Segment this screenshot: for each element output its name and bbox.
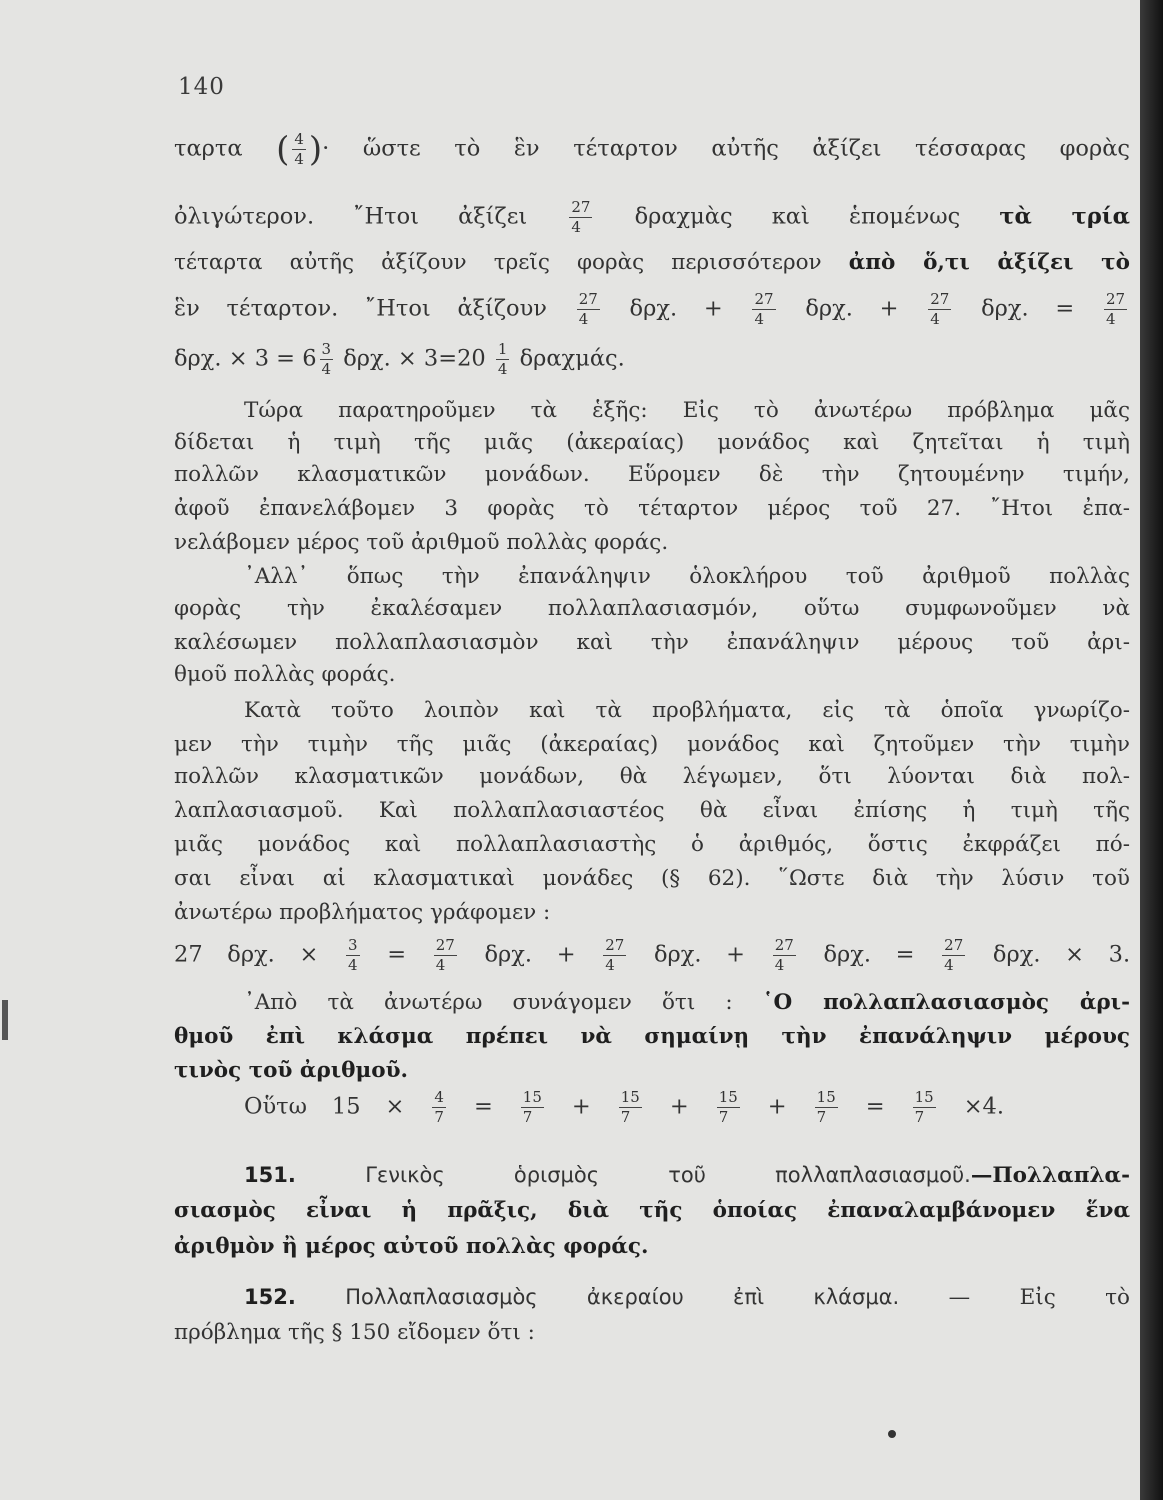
text-line: πολλῶν κλασματικῶν μονάδων. Εὕρομεν δὲ τὴν ζητουμένην τιμήν, <box>174 462 1130 487</box>
text-line: δρχ. × 3 = 6 $\frac{3}{4}$ δρχ. × 3=20 $\frac{1}{4}$ δραχμάς. <box>174 340 625 378</box>
text-line: ἓν τέταρτον. ῎Ητοι ἀξίζουν $\frac{27}{4}$ δρχ. + $\frac{27}{4}$ δρχ. + $\frac{27}{4}$ δρχ. = $\frac{27}{4}$ <box>174 290 1126 328</box>
text-line: καλέσωμεν πολλαπλασιασμὸν καὶ τὴν ἐπανάληψιν μέρους τοῦ ἀρι- <box>174 630 1130 655</box>
fraction: $\frac{15}{7}$ <box>522 1088 542 1126</box>
fraction: $\frac{27}{4}$ <box>754 290 774 328</box>
text-line: πρόβλημα τῆς § 150 εἴδομεν ὅτι : <box>174 1320 535 1345</box>
text-line: δίδεται ἡ τιμὴ τῆς μιᾶς (ἀκεραίας) μονάδος καὶ ζητεῖται ἡ τιμὴ <box>174 430 1130 455</box>
fraction: $\frac{4}{4}$ <box>294 130 304 168</box>
text-line: ἀνωτέρω προβλήματος γράφομεν : <box>174 900 551 925</box>
text-line: ᾽Αλλ᾽ ὅπως τὴν ἐπανάληψιν ὁλοκλήρου τοῦ ἀριθμοῦ πολλὰς <box>244 564 1130 589</box>
text-line: μιᾶς μονάδος καὶ πολλαπλασιαστὴς ὁ ἀριθμός, ὅστις ἐκφράζει πό- <box>174 832 1130 857</box>
equation: Οὕτω 15 × $\frac{4}{7}$ = $\frac{15}{7}$ + $\frac{15}{7}$ + $\frac{15}{7}$ + $\frac{15}{7}$ = $\frac{15}{7}$ ×4. <box>244 1088 1005 1126</box>
fraction: $\frac{27}{4}$ <box>1106 290 1126 328</box>
fraction: $\frac{27}{4}$ <box>774 936 794 974</box>
margin-mark <box>2 1000 8 1040</box>
text-line: σιασμὸς εἶναι ἡ πρᾶξις, διὰ τῆς ὁποίας ἐπαναλαμβάνομεν ἕνα <box>174 1198 1130 1223</box>
text-line: τέταρτα αὐτῆς ἀξίζουν τρεῖς φορὰς περισσότερον ἀπὸ ὅ,τι ἀξίζει τὸ <box>174 250 1130 275</box>
fraction: $\frac{27}{4}$ <box>930 290 950 328</box>
text-line: πολλῶν κλασματικῶν μονάδων, θὰ λέγωμεν, ὅτι λύονται διὰ πολ- <box>174 764 1130 789</box>
text-line: ᾽Απὸ τὰ ἀνωτέρω συνάγομεν ὅτι : ῾Ο πολλαπλασιασμὸς ἀρι- <box>244 990 1130 1015</box>
fraction: $\frac{15}{7}$ <box>914 1088 934 1126</box>
fraction: $\frac{3}{4}$ <box>348 936 358 974</box>
scan-edge <box>1140 0 1163 1500</box>
text-line: Τώρα παρατηροῦμεν τὰ ἑξῆς: Εἰς τὸ ἀνωτέρω πρόβλημα μᾶς <box>244 398 1130 423</box>
text-line: ἀφοῦ ἐπανελάβομεν 3 φορὰς τὸ τέταρτον μέρος τοῦ 27. ῎Ητοι ἐπα- <box>174 496 1130 521</box>
text-line: ταρτα ( $\frac{4}{4}$ )· ὥστε τὸ ἓν τέταρτον αὐτῆς ἀξίζει τέσσαρας φορὰς <box>174 129 1130 170</box>
text-line: σαι εἶναι αἱ κλασματικαὶ μονάδες (§ 62). ῞Ωστε διὰ τὴν λύσιν τοῦ <box>174 866 1130 891</box>
text-line: νελάβομεν μέρος τοῦ ἀριθμοῦ πολλὰς φοράς. <box>174 530 669 555</box>
fraction: $\frac{27}{4}$ <box>605 936 625 974</box>
text-line: ἀριθμὸν ἢ μέρος αὐτοῦ πολλὰς φοράς. <box>174 1234 649 1259</box>
fraction: $\frac{15}{7}$ <box>620 1088 640 1126</box>
fraction: $\frac{15}{7}$ <box>718 1088 738 1126</box>
section-152-heading: 152. Πολλαπλασιασμὸς ἀκεραίου ἐπὶ κλάσμα. — Εἰς τὸ <box>244 1285 1130 1310</box>
fraction: $\frac{4}{7}$ <box>434 1088 444 1126</box>
fraction: $\frac{27}{4}$ <box>578 290 598 328</box>
text-line: μεν τὴν τιμὴν τῆς μιᾶς (ἀκεραίας) μονάδος καὶ ζητοῦμεν τὴν τιμὴν <box>174 732 1130 757</box>
section-151-heading: 151. Γενικὸς ὁρισμὸς τοῦ πολλαπλασιασμοῦ.—Πολλαπλα- <box>244 1163 1130 1188</box>
text-line: λαπλασιασμοῦ. Καὶ πολλαπλασιαστέος θὰ εἶναι ἐπίσης ἡ τιμὴ τῆς <box>174 798 1130 823</box>
page-number: 140 <box>178 74 225 100</box>
fraction: $\frac{15}{7}$ <box>816 1088 836 1126</box>
text-line: φορὰς τὴν ἐκαλέσαμεν πολλαπλασιασμόν, οὕτω συμφωνοῦμεν νὰ <box>174 596 1130 621</box>
fraction: $\frac{27}{4}$ <box>944 936 964 974</box>
text-line: θμοῦ ἐπὶ κλάσμα πρέπει νὰ σημαίνῃ τὴν ἐπανάληψιν μέρους <box>174 1024 1130 1049</box>
text-line: Κατὰ τοῦτο λοιπὸν καὶ τὰ προβλήματα, εἰς τὰ ὁποῖα γνωρίζο- <box>244 698 1130 723</box>
text-line: θμοῦ πολλὰς φοράς. <box>174 662 396 687</box>
ink-dot <box>888 1430 896 1438</box>
fraction: $\frac{27}{4}$ <box>571 198 591 236</box>
fraction: $\frac{27}{4}$ <box>435 936 455 974</box>
text-line: ὀλιγώτερον. ῎Ητοι ἀξίζει $\frac{27}{4}$ δραχμὰς καὶ ἑπομένως τὰ τρία <box>174 198 1130 236</box>
fraction: $\frac{3}{4}$ <box>321 340 332 378</box>
text-line: τινὸς τοῦ ἀριθμοῦ. <box>174 1058 408 1083</box>
fraction: $\frac{1}{4}$ <box>497 340 508 378</box>
equation: 27 δρχ. × $\frac{3}{4}$ = $\frac{27}{4}$ δρχ. + $\frac{27}{4}$ δρχ. + $\frac{27}{4}$ δρχ. = $\frac{27}{4}$ δρχ. × 3. <box>174 936 1131 974</box>
